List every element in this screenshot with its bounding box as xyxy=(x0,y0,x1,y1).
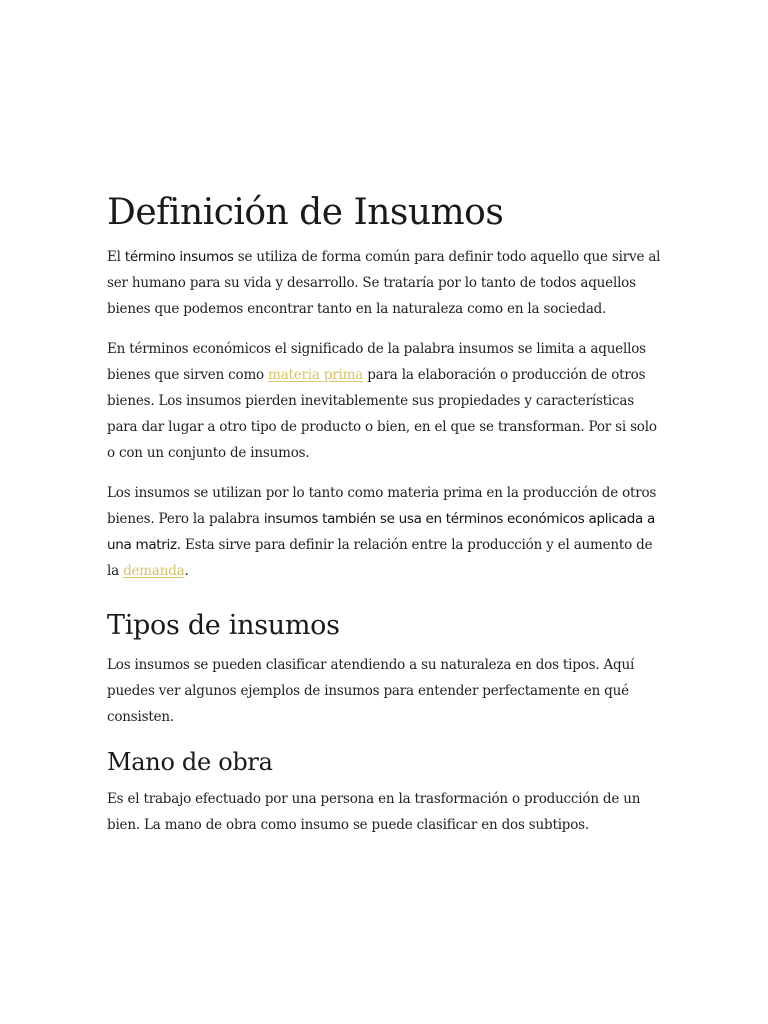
text: . xyxy=(184,563,189,579)
paragraph-economic-terms xyxy=(107,336,667,466)
paragraph-mano-de-obra: Es el trabajo efectuado por una persona en la trasformación o producción de un bien. La mano de obra como insumo se puede clasificar en dos subtipos. xyxy=(107,791,641,833)
paragraph-definition xyxy=(107,244,667,322)
text: El xyxy=(107,249,125,265)
subsection-heading-mano-de-obra: Mano de obra xyxy=(107,748,273,776)
keyword-termino-insumos: término insumos xyxy=(124,249,234,265)
page-title: Definición de Insumos xyxy=(107,192,504,233)
text: Los insumos se utilizan por lo tanto como materia prima en la producción de otros bienes. Pero la palabra xyxy=(107,485,657,527)
paragraph-matrix xyxy=(107,480,667,584)
text: . Esta sirve para definir la relación entre la producción y el aumento de la xyxy=(107,537,653,579)
section-heading-tipos: Tipos de insumos xyxy=(107,610,340,641)
document-page xyxy=(107,188,667,852)
text: En términos económicos el significado de la palabra insumos se limita a aquellos bienes que sirven como xyxy=(107,341,646,383)
keyword-matriz: insumos también se usa en términos económicos aplicada a una matriz xyxy=(107,511,655,553)
link-demanda[interactable]: demanda xyxy=(123,563,185,579)
link-materia-prima[interactable]: materia prima xyxy=(268,367,364,383)
paragraph-tipos: Los insumos se pueden clasificar atendiendo a su naturaleza en dos tipos. Aquí puedes ver algunos ejemplos de insumos para entender perfectamente en qué consisten. xyxy=(107,657,635,725)
text: para la elaboración o producción de otros bienes. Los insumos pierden inevitablemente sus propiedades y características para dar lugar a otro tipo de producto o bien, en el que se transforman. Por si solo o con un conjunto de insumos. xyxy=(107,367,657,461)
text: se utiliza de forma común para definir todo aquello que sirve al ser humano para su vida y desarrollo. Se trataría por lo tanto de todos aquellos bienes que podemos encontrar tanto en la naturaleza como en la sociedad. xyxy=(107,249,661,317)
